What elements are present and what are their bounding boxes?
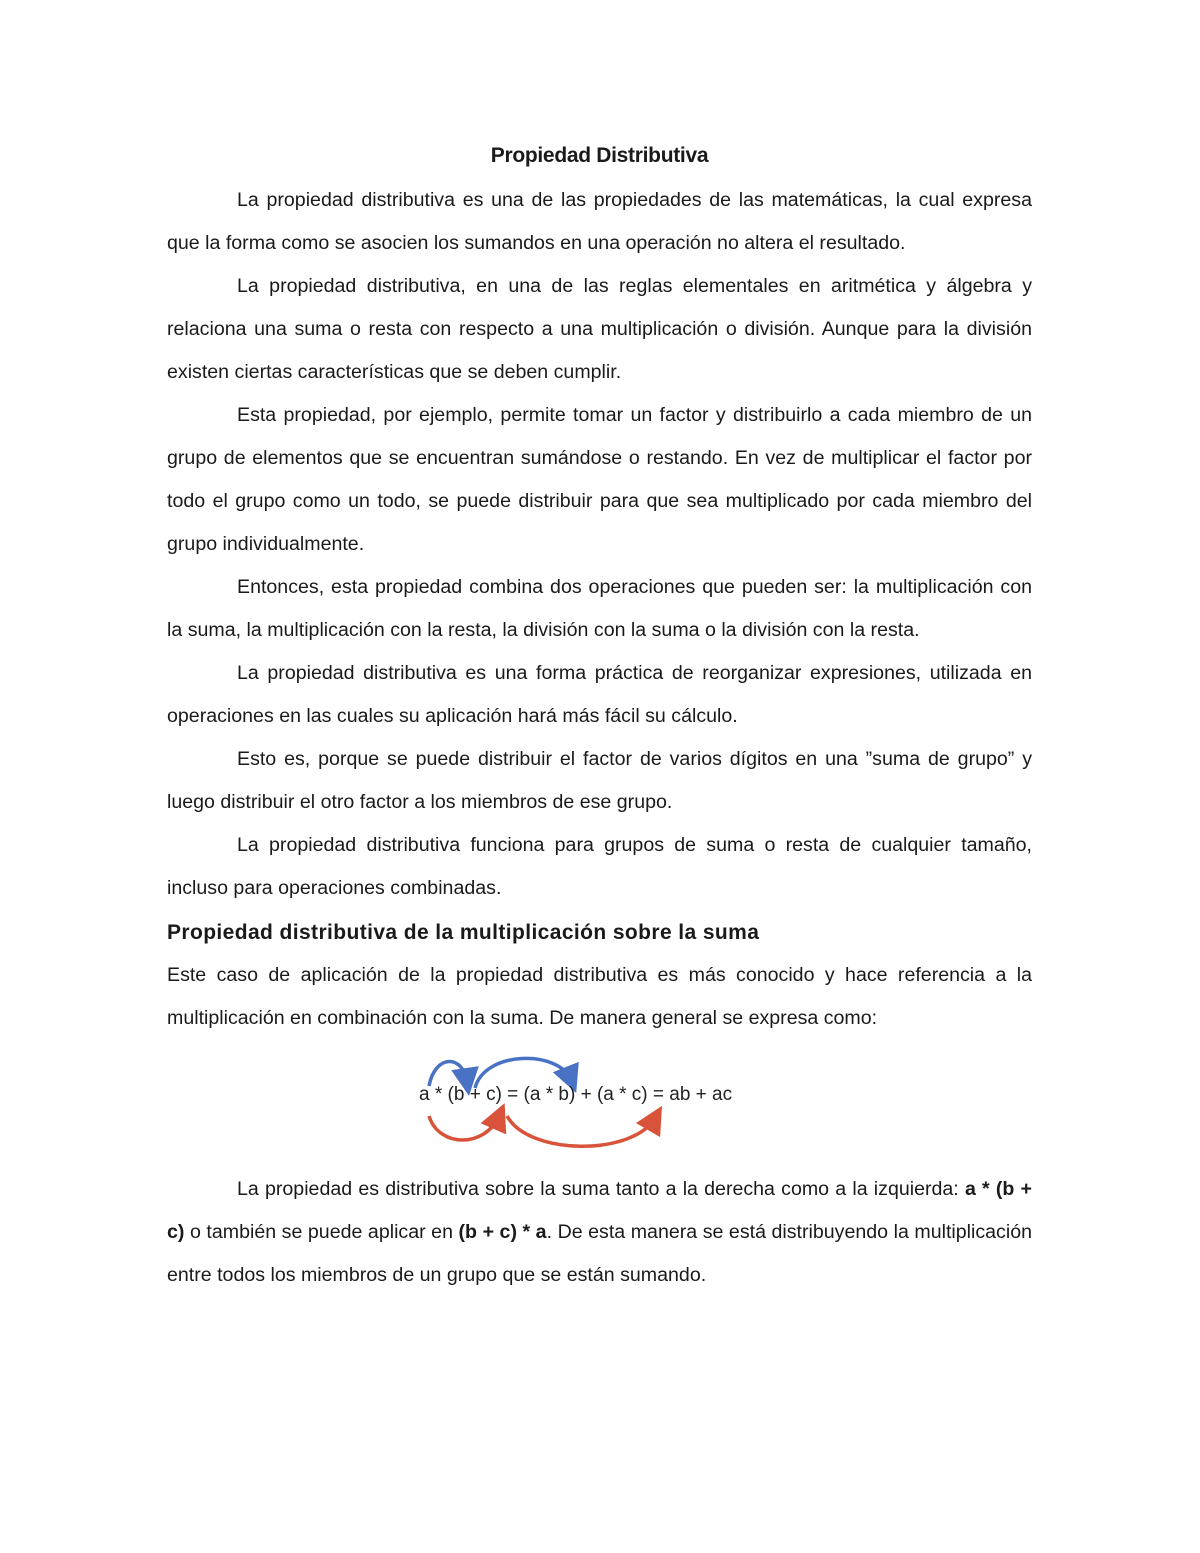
closing-paragraph (167, 1168, 1032, 1297)
expression-right: (b + c) * a (458, 1221, 547, 1243)
top-arrow-left (429, 1061, 467, 1086)
closing-text-2: o también se puede aplicar en (184, 1221, 459, 1243)
paragraph-7: La propiedad distributiva funciona para grupos de suma o resta de cualquier tamaño, incluso para operaciones combinadas. (167, 834, 1032, 899)
bottom-arrow-right (507, 1116, 655, 1146)
closing-text-3: . De esta manera se está distribuyendo la multiplicación entre todos los miembros de un grupo que se están sumando. (167, 1221, 1033, 1286)
paragraph-6: Esto es, porque se puede distribuir el factor de varios dígitos en una ”suma de grupo” y luego distribuir el otro factor a los miembros de ese grupo. (167, 748, 1032, 813)
paragraph-2: La propiedad distributiva, en una de las reglas elementales en aritmética y álgebra y relaciona una suma o resta con respecto a una multiplicación o división. Aunque para la división existen ciertas características que se deben cumplir. (167, 275, 1032, 383)
page-title: Propiedad Distributiva (490, 144, 709, 167)
distributive-formula-figure (167, 1052, 1027, 1162)
section-heading: Propiedad distributiva de la multiplicación sobre la suma (167, 921, 760, 944)
closing-text-1: La propiedad es distributiva sobre la suma tanto a la derecha como a la izquierda: (237, 1178, 965, 1200)
expression-left: a * (b + c) (167, 1178, 1032, 1243)
paragraph-1: La propiedad distributiva es una de las propiedades de las matemáticas, la cual expresa que la forma como se asocien los sumandos en una operación no altera el resultado. (167, 189, 1032, 254)
formula-text: a * (b + c) = (a * b) + (a * c) = ab + ac (419, 1084, 733, 1105)
paragraph-4: Entonces, esta propiedad combina dos operaciones que pueden ser: la multiplicación con la suma, la multiplicación con la resta, la división con la suma o la división con la resta. (167, 576, 1032, 641)
section-intro: Este caso de aplicación de la propiedad distributiva es más conocido y hace referencia a la multiplicación en combinación con la suma. De manera general se expresa como: (167, 964, 1032, 1029)
paragraph-5: La propiedad distributiva es una forma práctica de reorganizar expresiones, utilizada en operaciones en las cuales su aplicación hará más fácil su cálculo. (167, 662, 1032, 727)
bottom-arrow-left (429, 1116, 499, 1140)
formula-arrows (167, 1052, 1027, 1162)
paragraph-3: Esta propiedad, por ejemplo, permite tomar un factor y distribuirlo a cada miembro de un grupo de elementos que se encuentran sumándose o restando. En vez de multiplicar el factor por todo el grupo como un todo, se puede distribuir para que sea multiplicado por cada miembro del grupo individualmente. (167, 404, 1032, 555)
